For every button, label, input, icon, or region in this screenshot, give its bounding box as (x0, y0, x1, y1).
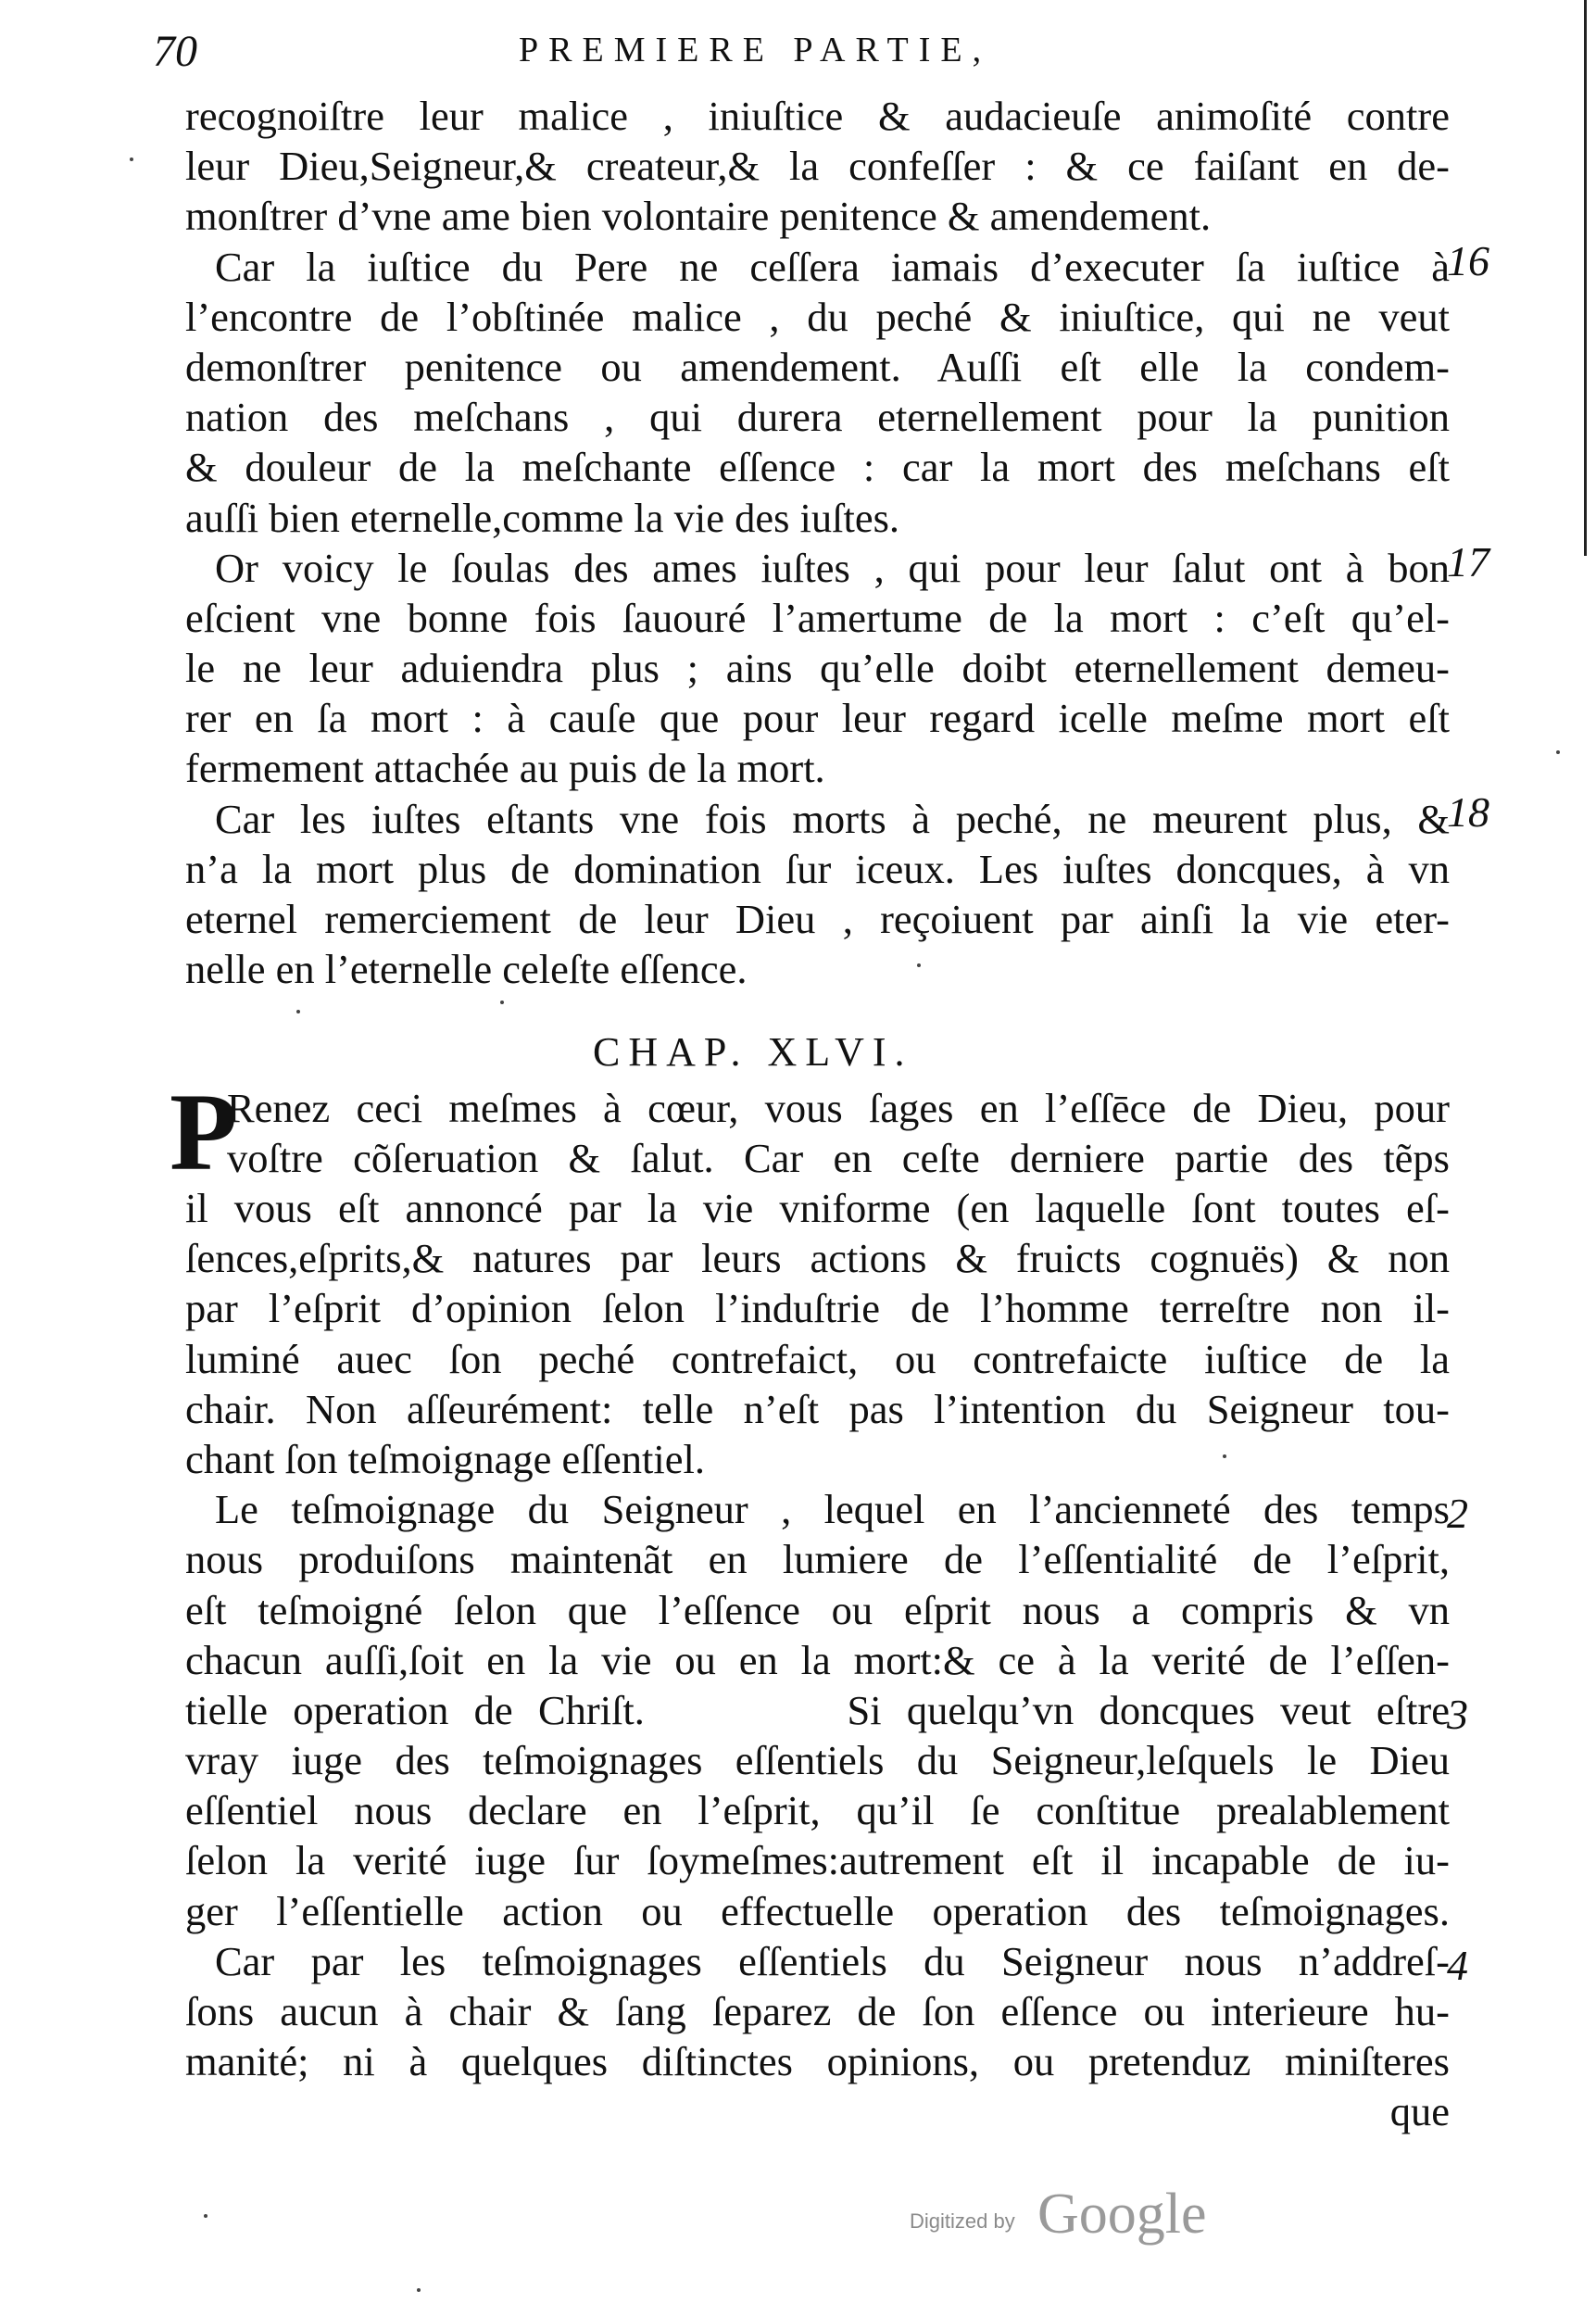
paragraph-start-line: Or voicy le ſoulas des ames iuſtes , qui pour leur ſalut ont à bon (215, 544, 1450, 591)
text-line: fermement attachée au puis de la mort. (185, 745, 825, 792)
text-line: chant ſon teſmoignage eſſentiel. (185, 1435, 706, 1482)
print-speck (296, 1010, 300, 1013)
text-line: nous produiſons maintenãt en lumiere de l’eſſentialité de l’eſprit, (185, 1536, 1450, 1583)
verse-number-17: 17 (1447, 538, 1489, 585)
chapter-xlvi-opening (227, 1083, 1450, 1183)
text-line: ſences,eſprits,& natures par leurs actions & fruicts cognuës) & non (185, 1235, 1450, 1282)
watermark-caption: Digitized by (910, 2209, 1015, 2233)
page-number: 70 (153, 27, 197, 76)
text-line: voſtre cõſeruation & ſalut. Car en ceſte derniere partie des tẽps (227, 1135, 1450, 1182)
text-line: eſſentiel nous declare en l’eſprit, qu’il ſe conſtitue prealablement (185, 1787, 1450, 1834)
text-line: demonſtrer penitence ou amendement. Auſſi eſt elle la condem- (185, 343, 1450, 390)
text-line: chair. Non aſſeurément: telle n’eſt pas l’intention du Seigneur tou- (185, 1385, 1450, 1432)
print-speck (1556, 750, 1560, 754)
text-line: eſcient vne bonne fois ſauouré l’amertume de la mort : c’eſt qu’el- (185, 594, 1450, 641)
paragraph-start-line: Car les iuſtes eſtants vne fois morts à peché, ne meurent plus, & (215, 795, 1450, 842)
text-line: leur Dieu,Seigneur,& createur,& la confeſſer : & ce faiſant en de- (185, 143, 1450, 190)
print-speck (1223, 1454, 1226, 1458)
chapter-xlvi-text (185, 1183, 1450, 2137)
text-line: le ne leur aduiendra plus ; ains qu’elle doibt eternellement demeu- (185, 645, 1450, 692)
verse-number-4: 4 (1447, 1942, 1468, 1989)
text-line: eſt teſmoigné ſelon que l’eſſence ou eſprit nous a compris & vn (185, 1586, 1450, 1633)
google-logo: Google (1037, 2183, 1207, 2246)
text-line: luminé auec ſon peché contrefaict, ou contrefaicte iuſtice de la (185, 1335, 1450, 1382)
chapter-xlv-text (185, 91, 1450, 994)
text-line: Renez ceci meſmes à cœur, vous ſages en l’eſſēce de Dieu, pour (227, 1085, 1450, 1131)
text-line: ſelon la verité iuge ſur ſoymeſmes:autrement eſt il incapable de iu- (185, 1837, 1450, 1884)
paragraph-start-line: Car par les teſmoignages eſſentiels du Seigneur nous n’addreſ- (215, 1937, 1450, 1984)
page-edge-shadow (1584, 0, 1587, 556)
print-speck (917, 963, 921, 967)
text-line: chacun auſſi,ſoit en la vie ou en la mort:& ce à la verité de l’eſſen- (185, 1636, 1450, 1683)
drop-cap-initial: P (170, 1070, 238, 1193)
text-line: n’a la mort plus de domination ſur iceux. Les iuſtes doncques, à vn (185, 845, 1450, 892)
text-line: eternel remerciement de leur Dieu , reçoiuent par ainſi la vie eter- (185, 896, 1450, 942)
catchword: que (1389, 2088, 1450, 2135)
text-line: & douleur de la meſchante eſſence : car la mort des meſchans eſt (185, 444, 1450, 491)
text-line: l’encontre de l’obſtinée malice , du peché & iniuſtice, qui ne veut (185, 293, 1450, 340)
text-line: vray iuge des teſmoignages eſſentiels du Seigneur,leſquels le Dieu (185, 1737, 1450, 1784)
verse-number-16: 16 (1447, 237, 1489, 284)
print-speck (417, 2288, 421, 2292)
text-line: ſons aucun à chair & ſang ſeparez de ſon eſſence ou interieure hu- (185, 1988, 1450, 2034)
text-line: par l’eſprit d’opinion ſelon l’induſtrie de l’homme terreſtre non il- (185, 1285, 1450, 1332)
text-line: monſtrer d’vne ame bien volontaire penitence & amendement. (185, 193, 1212, 240)
digitized-watermark (889, 2182, 1260, 2256)
paragraph-start-line: Le teſmoignage du Seigneur , lequel en l’ancienneté des temps (215, 1486, 1450, 1533)
verse-number-3: 3 (1447, 1691, 1468, 1738)
print-speck (204, 2214, 207, 2218)
text-line: auſſi bien eternelle,comme la vie des iuſtes. (185, 494, 900, 541)
verse-number-18: 18 (1447, 788, 1489, 836)
running-head: PREMIERE PARTIE, (519, 31, 992, 69)
text-line: nation des meſchans , qui durera eternellement pour la punition (185, 394, 1450, 441)
text-line: manité; ni à quelques diſtinctes opinions, ou pretenduz miniſteres (185, 2038, 1450, 2085)
text-line: ger l’eſſentielle action ou effectuelle operation des teſmoignages. (185, 1887, 1450, 1934)
print-speck (500, 1001, 504, 1004)
page-header (153, 19, 1440, 93)
verse-number-2: 2 (1447, 1490, 1468, 1537)
text-line: nelle en l’eternelle celeſte eſſence. (185, 946, 748, 993)
chapter-heading: CHAP. XLVI. (593, 1029, 913, 1075)
text-line: rer en ſa mort : à cauſe que pour leur regard icelle meſme mort eſt (185, 695, 1450, 742)
print-speck (130, 157, 133, 161)
text-line: recognoiſtre leur malice , iniuſtice & audacieuſe animoſité contre (185, 93, 1450, 139)
paragraph-start-line: Car la iuſtice du Pere ne ceſſera iamais d’executer ſa iuſtice à (215, 243, 1450, 290)
text-line: tielle operation de Chriſt. Si quelqu’vn doncques veut eſtre (185, 1686, 1450, 1733)
text-line: il vous eſt annoncé par la vie vniforme (en laquelle ſont toutes eſ- (185, 1185, 1450, 1231)
